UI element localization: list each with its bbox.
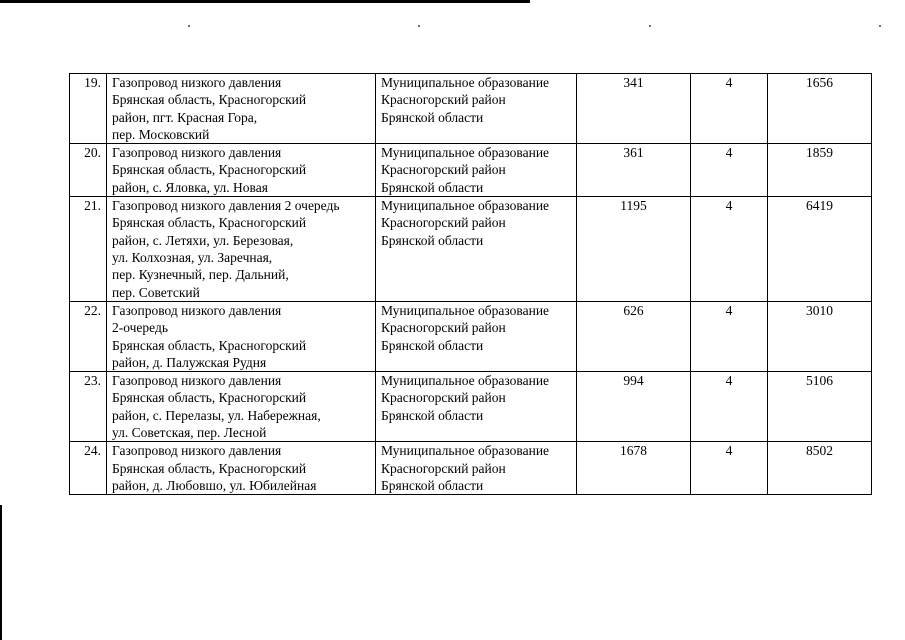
owner: Муниципальное образование Красногорский район Брянской области [376, 442, 577, 495]
table-row [70, 144, 872, 197]
owner: Муниципальное образование Красногорский район Брянской области [376, 144, 577, 197]
owner: Муниципальное образование Красногорский район Брянской области [376, 197, 577, 302]
length-value: 1195 [577, 197, 691, 302]
table-row [70, 197, 872, 302]
owner: Муниципальное образование Красногорский район Брянской области [376, 301, 577, 371]
length-value: 1678 [577, 442, 691, 495]
object-name: Газопровод низкого давления Брянская область, Красногорский район, пгт. Красная Гора, пер. Московский [107, 74, 376, 144]
owner: Муниципальное образование Красногорский район Брянской области [376, 372, 577, 442]
pressure-value: 4 [691, 372, 768, 442]
owner: Муниципальное образование Красногорский район Брянской области [376, 74, 577, 144]
volume-value: 8502 [768, 442, 872, 495]
pressure-value: 4 [691, 442, 768, 495]
scan-speck [649, 25, 651, 27]
scan-border-left [0, 505, 2, 640]
row-number: 19. [70, 74, 107, 144]
pressure-value: 4 [691, 144, 768, 197]
table-row [70, 372, 872, 442]
volume-value: 3010 [768, 301, 872, 371]
gas-pipeline-table [69, 73, 872, 495]
volume-value: 5106 [768, 372, 872, 442]
row-number: 20. [70, 144, 107, 197]
scan-speck [418, 25, 420, 27]
table-row [70, 442, 872, 495]
row-number: 24. [70, 442, 107, 495]
table-row [70, 301, 872, 371]
object-name: Газопровод низкого давления 2 очередь Брянская область, Красногорский район, с. Летяхи, ул. Березовая, ул. Колхозная, ул. Заречная, пер. Кузнечный, пер. Дальний, пер. Советский [107, 197, 376, 302]
table-row [70, 74, 872, 144]
length-value: 341 [577, 74, 691, 144]
scan-speck [879, 25, 881, 27]
volume-value: 1656 [768, 74, 872, 144]
row-number: 22. [70, 301, 107, 371]
scan-speck [188, 25, 190, 27]
object-name: Газопровод низкого давления Брянская область, Красногорский район, с. Яловка, ул. Новая [107, 144, 376, 197]
length-value: 994 [577, 372, 691, 442]
length-value: 361 [577, 144, 691, 197]
row-number: 23. [70, 372, 107, 442]
object-name: Газопровод низкого давления 2-очередь Брянская область, Красногорский район, д. Палужская Рудня [107, 301, 376, 371]
row-number: 21. [70, 197, 107, 302]
object-name: Газопровод низкого давления Брянская область, Красногорский район, д. Любовшо, ул. Юбилейная [107, 442, 376, 495]
pressure-value: 4 [691, 197, 768, 302]
volume-value: 6419 [768, 197, 872, 302]
length-value: 626 [577, 301, 691, 371]
pressure-value: 4 [691, 74, 768, 144]
pressure-value: 4 [691, 301, 768, 371]
object-name: Газопровод низкого давления Брянская область, Красногорский район, с. Перелазы, ул. Набережная, ул. Советская, пер. Лесной [107, 372, 376, 442]
volume-value: 1859 [768, 144, 872, 197]
scan-border-top [0, 0, 530, 3]
